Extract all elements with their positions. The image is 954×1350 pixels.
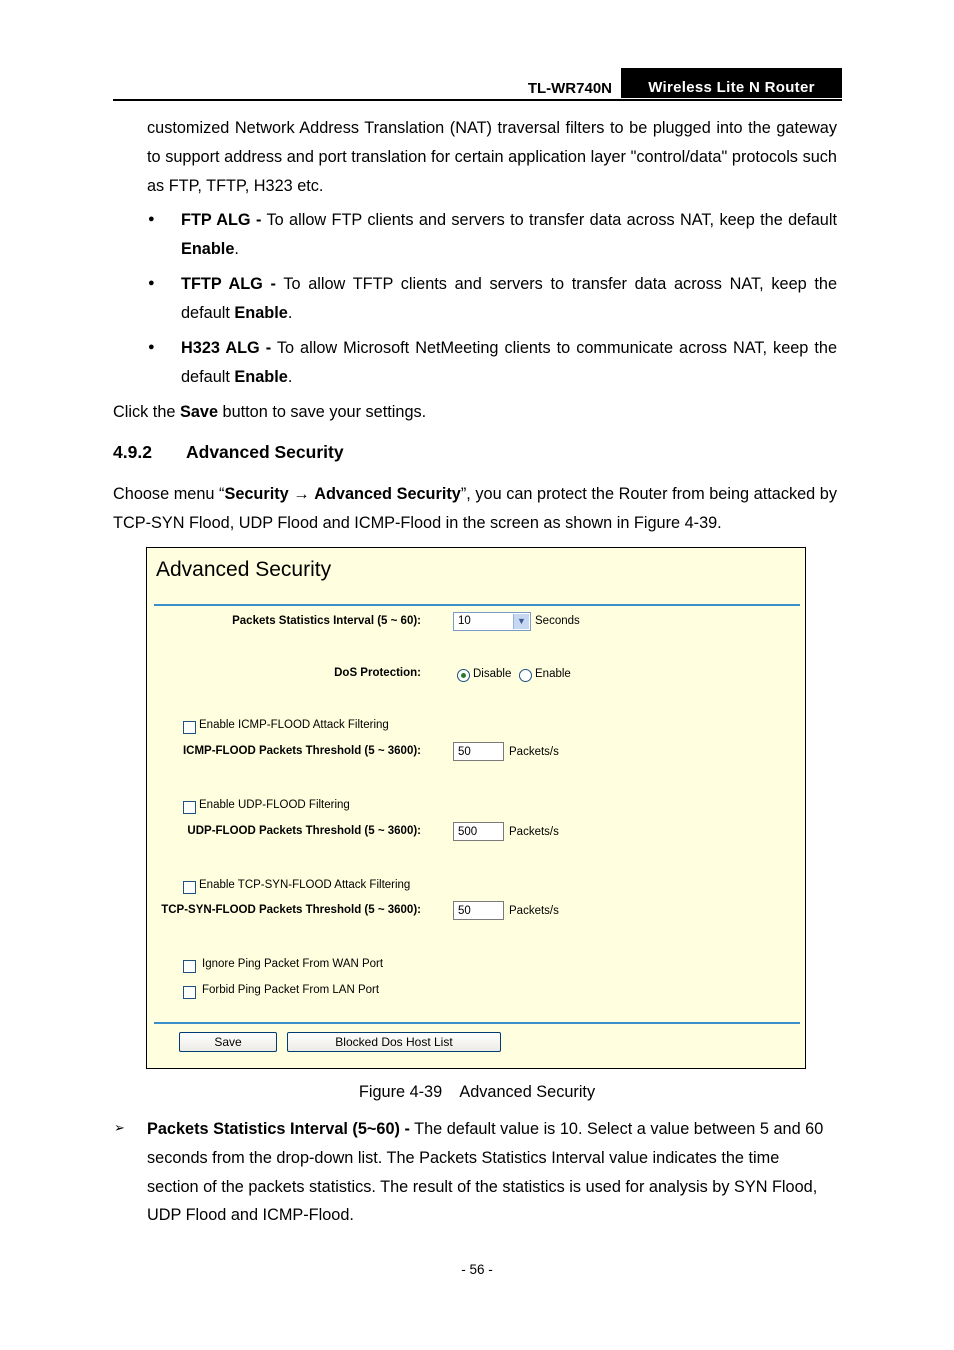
tcp-syn-threshold-input[interactable]: 50 [453, 901, 504, 920]
figure-caption: Figure 4-39 Advanced Security [358, 1083, 596, 1101]
icmp-filter-label: Enable ICMP-FLOOD Attack Filtering [199, 719, 389, 731]
icmp-unit: Packets/s [509, 746, 559, 758]
bullet-end: . [234, 239, 239, 258]
panel-divider-top [154, 604, 800, 606]
blocked-dos-host-list-button[interactable]: Blocked Dos Host List [287, 1032, 501, 1052]
tcp-syn-threshold-label: TCP-SYN-FLOOD Packets Threshold (5 ~ 3600): [161, 904, 421, 916]
bullet-desc: To allow TFTP clients and servers to transfer data across NAT, keep the default [181, 275, 837, 322]
forbid-ping-label: Forbid Ping Packet From LAN Port [202, 984, 380, 996]
save-button[interactable]: Save [179, 1032, 277, 1052]
save-line-strong: Save [179, 403, 218, 421]
dos-disable-radio[interactable] [457, 669, 470, 682]
save-line-pre: Click the [113, 403, 180, 421]
udp-threshold-label: UDP-FLOOD Packets Threshold (5 ~ 3600): [187, 825, 421, 837]
chevron-down-icon[interactable]: ▼ [513, 614, 529, 629]
icmp-threshold-input[interactable]: 50 [453, 742, 504, 761]
section-number: 4.9.2 [113, 442, 152, 462]
bullet-term: FTP ALG - [181, 211, 262, 229]
panel-title: Advanced Security [156, 558, 332, 581]
ignore-ping-checkbox[interactable] [183, 960, 196, 973]
bullet-strong: Enable [234, 367, 288, 386]
tcp-syn-filter-checkbox[interactable] [183, 881, 196, 894]
page-header [113, 68, 842, 101]
interval-label: Packets Statistics Interval (5 ~ 60): [232, 615, 421, 627]
icmp-filter-checkbox[interactable] [183, 721, 196, 734]
header-product: Wireless Lite N Router [621, 68, 842, 98]
advanced-security-panel [146, 547, 806, 1069]
bullet-ftp [181, 206, 837, 264]
bullet-desc: To allow Microsoft NetMeeting clients to communicate across NAT, keep the default [181, 339, 837, 386]
bullet-term: TFTP ALG - [181, 275, 276, 293]
dos-enable-label: Enable [535, 668, 571, 680]
bullet-strong: Enable [181, 239, 235, 258]
section-title: Advanced Security [186, 442, 344, 462]
arrow-icon: → [293, 485, 310, 503]
udp-filter-label: Enable UDP-FLOOD Filtering [199, 799, 350, 811]
page-number: - 56 - [461, 1262, 493, 1277]
choose-pre: Choose menu “ [113, 485, 225, 503]
bullet-h323 [181, 334, 837, 392]
choose-paragraph [113, 480, 837, 538]
choose-post: ”, you can protect the Router from being attacked by TCP-SYN Flood, UDP Flood and ICMP-Flood in the screen as shown in Figure 4-39. [113, 485, 837, 532]
dos-disable-label: Disable [473, 668, 512, 680]
bullet-dot: ● [148, 213, 155, 225]
bullet-term: H323 ALG - [181, 339, 272, 357]
interval-description [147, 1115, 835, 1230]
bullet-end: . [287, 367, 293, 386]
choose-menu1: Security [224, 485, 289, 503]
interval-unit: Seconds [535, 615, 580, 627]
ignore-ping-label: Ignore Ping Packet From WAN Port [202, 958, 384, 970]
choose-menu2: Advanced Security [314, 485, 461, 503]
bullet-dot: ● [148, 341, 155, 353]
intro-paragraph: customized Network Address Translation (NAT) traversal filters to be plugged into the gateway to support address and port translation for certain application layer "control/data" protocols such as FTP, TFTP, H323 etc. [147, 119, 837, 195]
desc-text: The default value is 10. Select a value between 5 and 60 seconds from the drop-down list. The Packets Statistics Interval value indicates the time section of the packets statistics. The result of the statistics is used for analysis by SYN Flood, UDP Flood and ICMP-Flood. [147, 1120, 824, 1225]
tcp-syn-filter-label: Enable TCP-SYN-FLOOD Attack Filtering [199, 879, 411, 891]
bullet-strong: Enable [234, 303, 288, 322]
interval-select[interactable] [453, 612, 531, 631]
dos-enable-radio[interactable] [519, 669, 532, 682]
header-model: TL-WR740N [527, 80, 612, 97]
tcp-syn-unit: Packets/s [509, 905, 559, 917]
interval-value: 10 [458, 615, 471, 627]
forbid-ping-checkbox[interactable] [183, 986, 196, 999]
panel-divider-bottom [154, 1022, 800, 1024]
bullet-end: . [287, 303, 293, 322]
arrow-bullet-icon: ➢ [114, 1120, 125, 1135]
bullet-dot: ● [148, 277, 155, 289]
udp-filter-checkbox[interactable] [183, 801, 196, 814]
save-instruction [113, 398, 837, 427]
bullet-tftp [181, 270, 837, 328]
desc-term: Packets Statistics Interval (5~60) - [147, 1120, 410, 1138]
udp-threshold-input[interactable]: 500 [453, 822, 504, 841]
udp-unit: Packets/s [509, 826, 559, 838]
bullet-desc: To allow FTP clients and servers to transfer data across NAT, keep the default [261, 211, 837, 229]
dos-label: DoS Protection: [334, 667, 421, 679]
section-heading [113, 442, 344, 463]
icmp-threshold-label: ICMP-FLOOD Packets Threshold (5 ~ 3600): [182, 745, 421, 757]
save-line-post: button to save your settings. [218, 403, 427, 421]
